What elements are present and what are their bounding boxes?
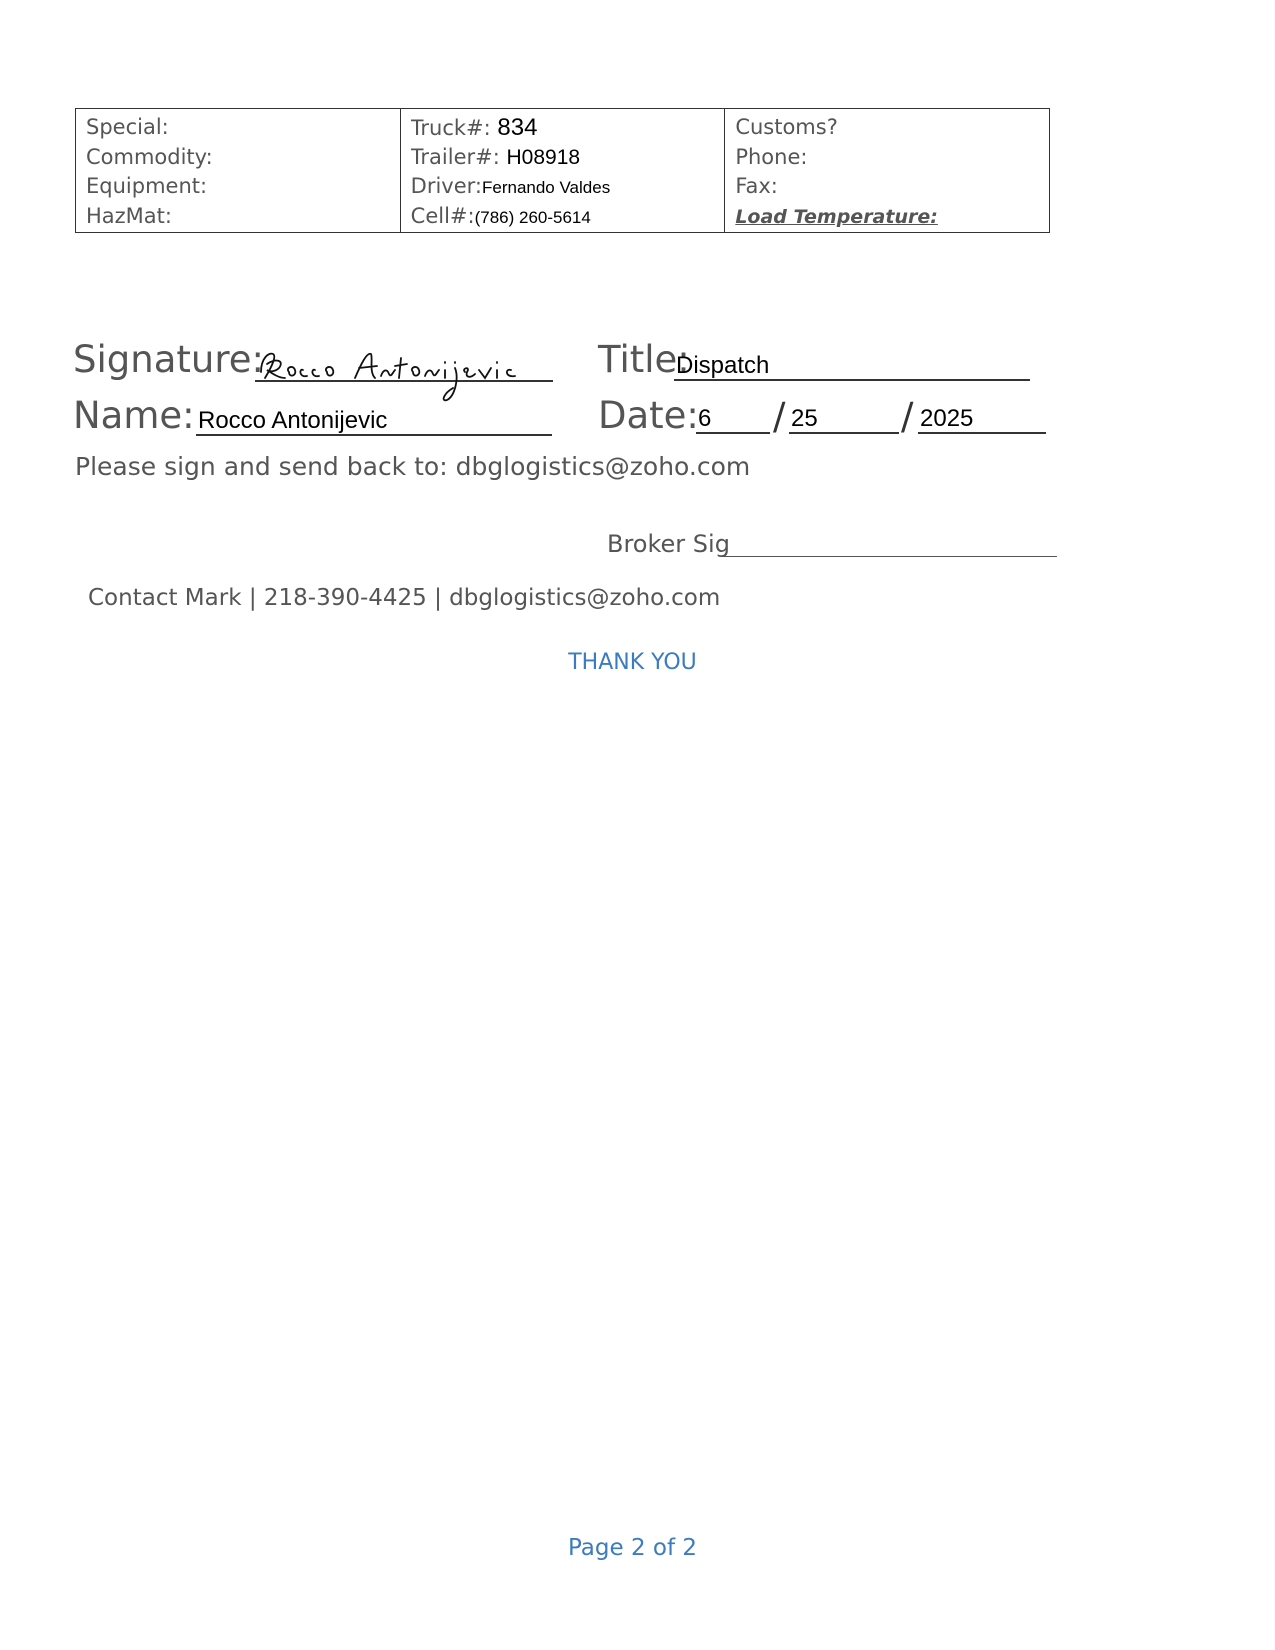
date-month-field[interactable]: [696, 402, 770, 434]
contact-line: Contact Mark | 218-390-4425 | dbglogistics@zoho.com: [88, 585, 721, 611]
signature-label: Signature:: [73, 338, 264, 381]
fax-label: Fax:: [735, 174, 778, 198]
title-field[interactable]: [674, 349, 1030, 381]
special-label: Special:: [86, 115, 169, 139]
driver-info-column: [400, 109, 725, 233]
date-day-field[interactable]: [789, 402, 899, 434]
name-label: Name:: [73, 394, 195, 437]
date-month-value: 6: [698, 404, 712, 432]
trailer-label: Trailer#:: [410, 144, 500, 169]
hazmat-label: HazMat:: [86, 203, 172, 228]
thank-you-text: THANK YOU: [568, 650, 697, 675]
carrier-info-table: [75, 108, 1050, 233]
driver-name-field[interactable]: Fernando Valdes: [481, 178, 611, 197]
special-info-column: [76, 109, 401, 233]
commodity-label: Commodity:: [86, 144, 213, 169]
date-day-value: 25: [791, 404, 818, 432]
date-year-field[interactable]: [918, 402, 1046, 434]
cell-label: Cell#:: [410, 203, 475, 228]
trailer-number-field[interactable]: H08918: [506, 145, 581, 169]
customs-label: Customs?: [735, 115, 838, 139]
load-temperature-label: Load Temperature:: [735, 205, 938, 228]
driver-label: Driver:: [410, 174, 482, 198]
phone-label: Phone:: [735, 144, 808, 169]
cell-number-field[interactable]: (786) 260-5614: [474, 207, 591, 227]
broker-sig-label: Broker Sig: [607, 530, 730, 558]
page-number: Page 2 of 2: [567, 1535, 698, 1561]
customs-info-column: [725, 109, 1050, 233]
title-value: Dispatch: [676, 351, 770, 379]
date-separator: /: [901, 395, 914, 438]
title-label: Title:: [598, 338, 690, 381]
equipment-label: Equipment:: [86, 174, 208, 198]
handwritten-signature: [255, 338, 545, 406]
return-instructions: Please sign and send back to: dbglogistics@zoho.com: [75, 452, 751, 481]
date-label: Date:: [598, 394, 699, 437]
date-separator: /: [773, 395, 786, 438]
broker-signature-field[interactable]: [722, 532, 1057, 557]
date-year-value: 2025: [920, 404, 974, 432]
name-field[interactable]: [196, 404, 552, 436]
truck-label: Truck#:: [410, 116, 491, 140]
truck-number-field[interactable]: 834: [497, 114, 538, 141]
name-value: Rocco Antonijevic: [198, 406, 388, 434]
